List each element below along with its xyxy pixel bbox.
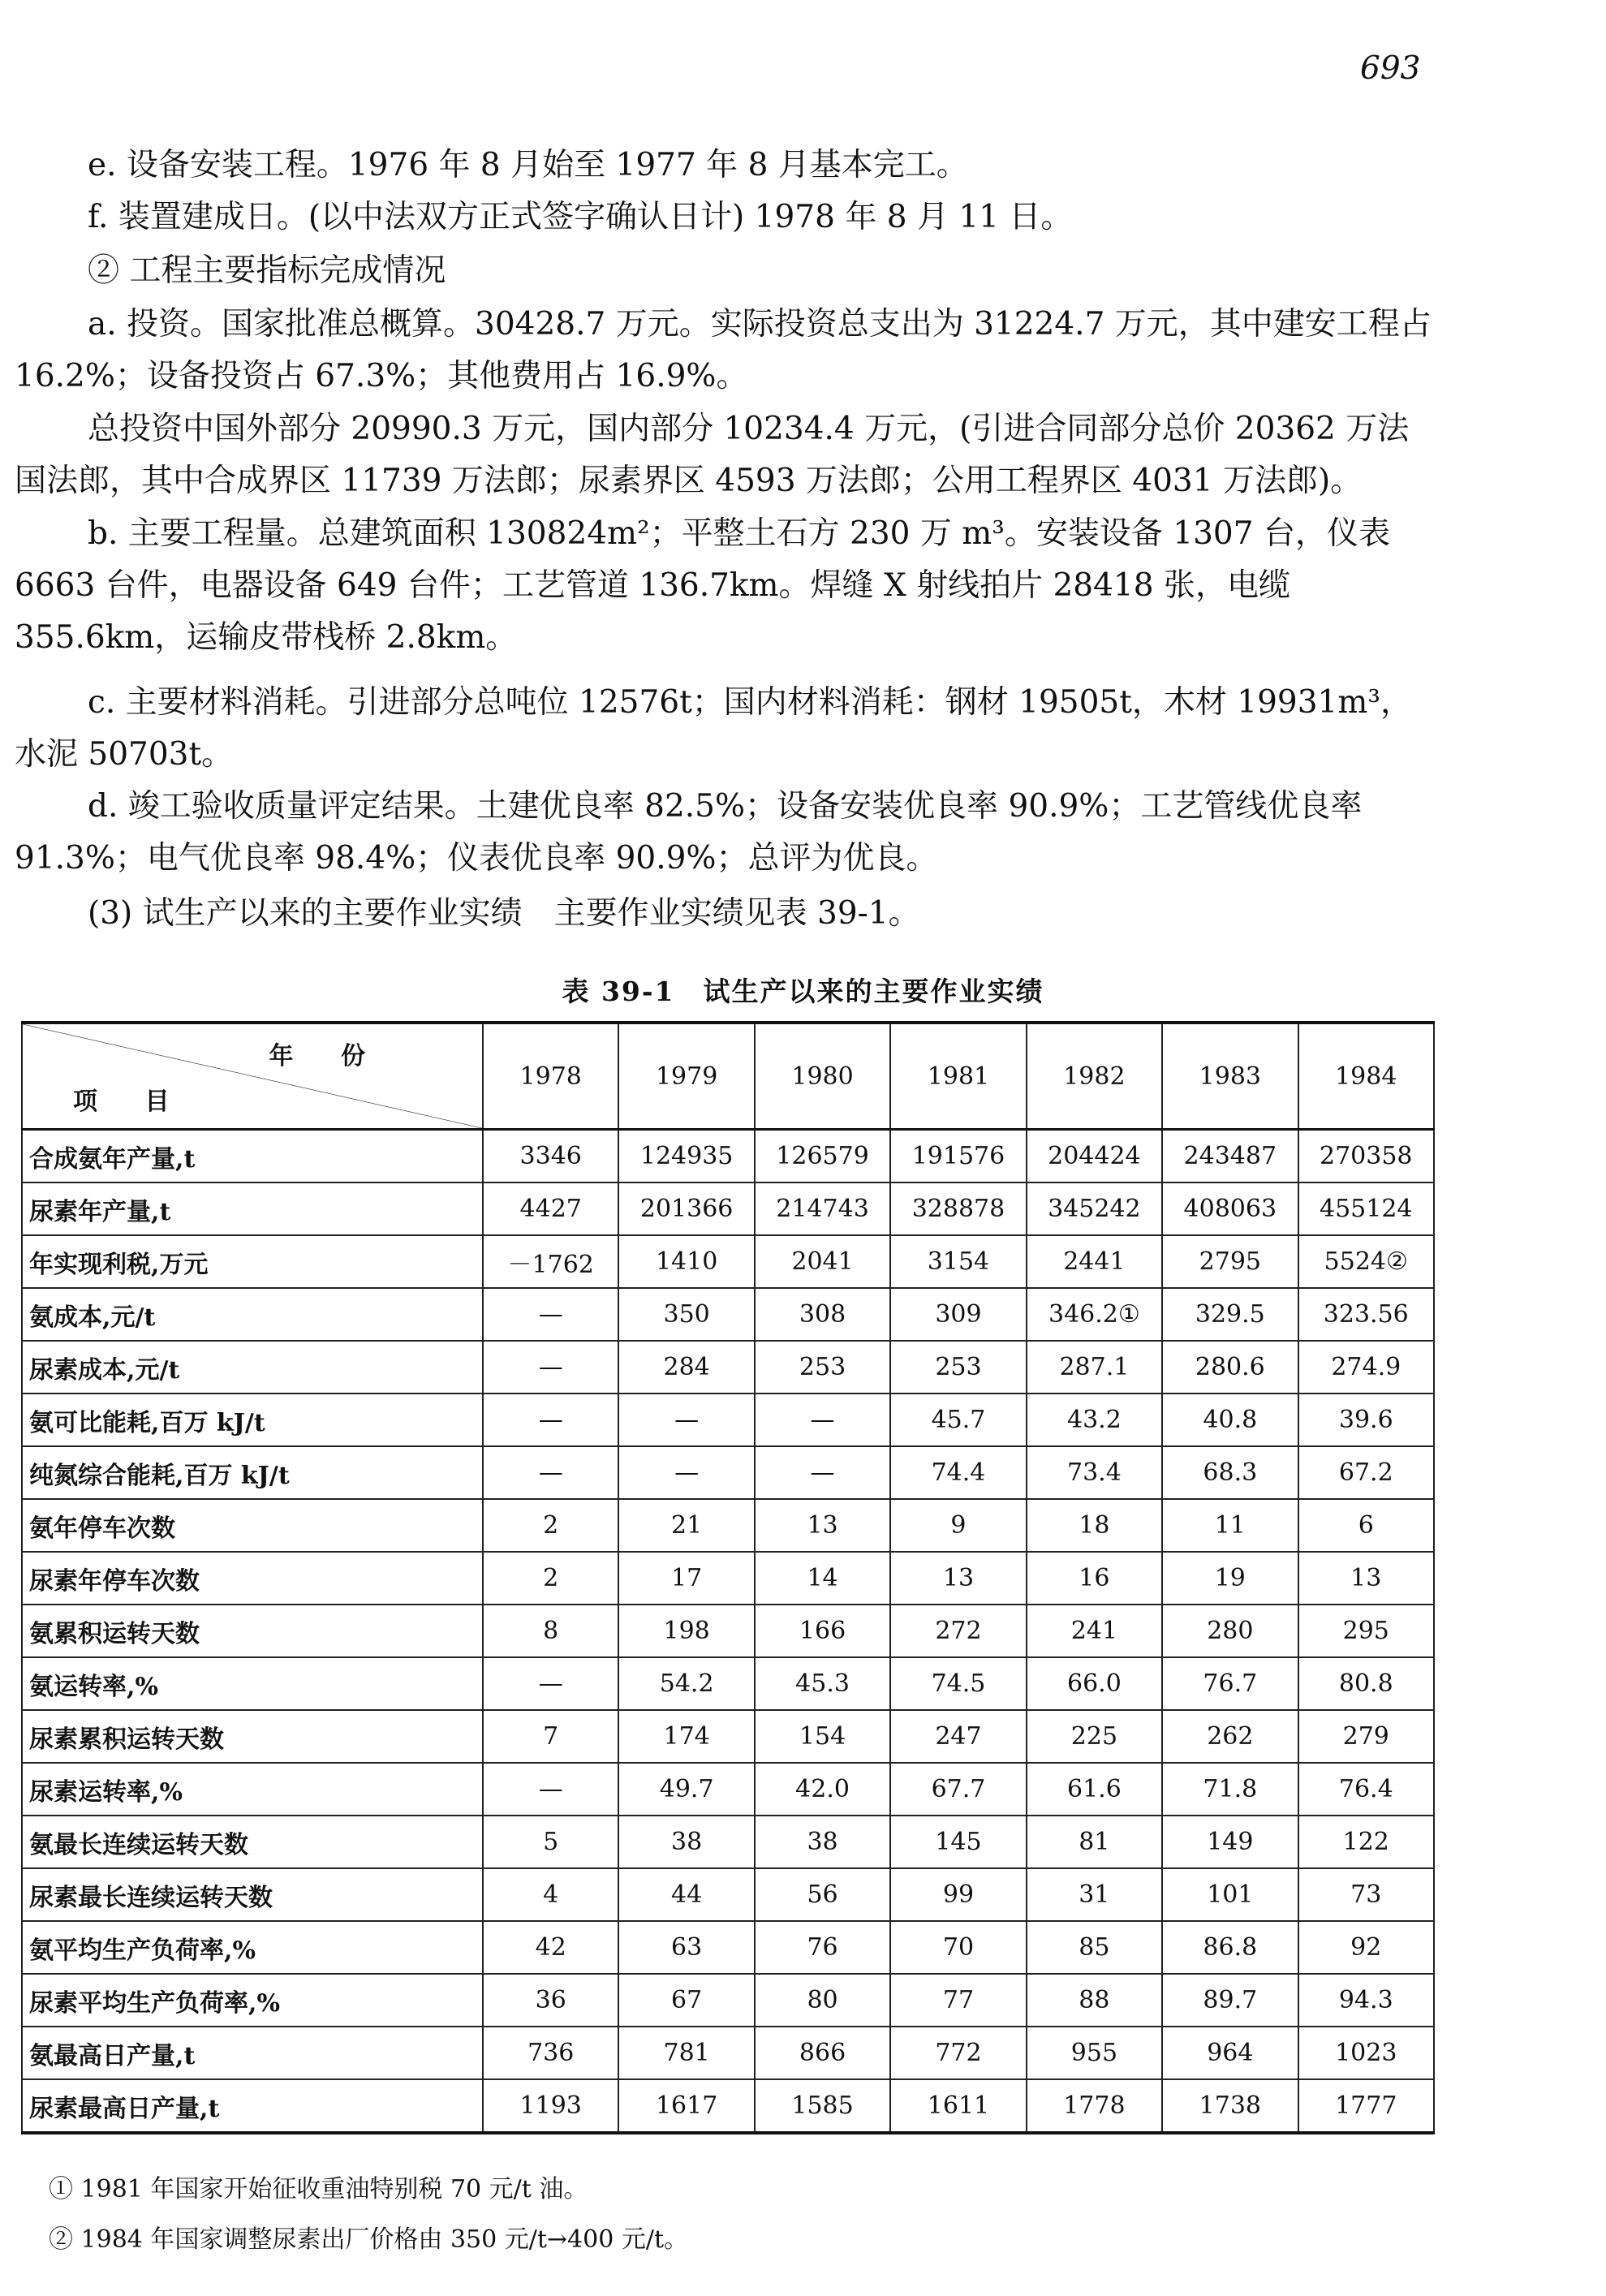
- row-item-label: 纯氮综合能耗,百万 kJ/t: [22, 1446, 483, 1499]
- table-row: [22, 2079, 1434, 2133]
- row-item-label: 氨累积运转天数: [22, 1605, 483, 1657]
- table-row: [22, 1499, 1434, 1552]
- table-cell: 44: [618, 1868, 754, 1921]
- table-row: [22, 1657, 1434, 1710]
- table-cell: 99: [890, 1868, 1026, 1921]
- table-row: [22, 1816, 1434, 1868]
- table-row: [22, 1868, 1434, 1921]
- table-cell: 5524②: [1298, 1235, 1434, 1288]
- paragraph-b: b. 主要工程量。总建筑面积 130824m²；平整土石方 230 万 m³。安装设备 1307 台，仪表 6663 台件，电器设备 649 台件；工艺管道 136.7km。焊缝 X 射线拍片 28418 张，电缆 355.6km，运输皮带栈桥 2.8km。: [15, 515, 1390, 656]
- table-cell: 38: [618, 1816, 754, 1868]
- row-item-label: 氨平均生产负荷率,%: [22, 1921, 483, 1974]
- table-cell: 73.4: [1027, 1446, 1162, 1499]
- table-cell: 13: [890, 1552, 1026, 1605]
- corner-header-cell: [22, 1023, 483, 1130]
- row-item-label: 尿素最长连续运转天数: [22, 1868, 483, 1921]
- table-cell: 309: [890, 1288, 1026, 1341]
- table-cell: 7: [483, 1710, 618, 1763]
- row-item-label: 年实现利税,万元: [22, 1235, 483, 1288]
- table-cell: 272: [890, 1605, 1026, 1657]
- table-cell: 76.7: [1162, 1657, 1298, 1710]
- table-cell: 345242: [1027, 1182, 1162, 1235]
- table-cell: 1611: [890, 2079, 1026, 2133]
- table-cell: 74.4: [890, 1446, 1026, 1499]
- row-item-label: 氨年停车次数: [22, 1499, 483, 1552]
- table-cell: 280: [1162, 1605, 1298, 1657]
- table-cell: 772: [890, 2027, 1026, 2079]
- table-cell: 1617: [618, 2079, 754, 2133]
- table-cell: —: [755, 1446, 890, 1499]
- table-cell: 85: [1027, 1921, 1162, 1974]
- paragraph-3: (3) 试生产以来的主要作业实绩 主要作业实绩见表 39-1。: [88, 895, 920, 932]
- table-cell: 166: [755, 1605, 890, 1657]
- table-cell: 2041: [755, 1235, 890, 1288]
- table-cell: 243487: [1162, 1130, 1298, 1183]
- table-cell: 201366: [618, 1182, 754, 1235]
- year-header: 1984: [1298, 1023, 1434, 1130]
- table-cell: 270358: [1298, 1130, 1434, 1183]
- table-cell: 19: [1162, 1552, 1298, 1605]
- table-cell: 214743: [755, 1182, 890, 1235]
- row-item-label: 尿素最高日产量,t: [22, 2079, 483, 2133]
- table-cell: 280.6: [1162, 1341, 1298, 1394]
- row-item-label: 氨运转率,%: [22, 1657, 483, 1710]
- section-heading: ② 工程主要指标完成情况: [88, 252, 446, 289]
- table-cell: 42: [483, 1921, 618, 1974]
- row-item-label: 合成氨年产量,t: [22, 1130, 483, 1183]
- table-cell: 56: [755, 1868, 890, 1921]
- table-cell: 88: [1027, 1974, 1162, 2027]
- results-table: [21, 1021, 1435, 2134]
- table-row: [22, 1394, 1434, 1446]
- table-cell: 408063: [1162, 1182, 1298, 1235]
- table-row: [22, 1763, 1434, 1816]
- year-header: 1978: [483, 1023, 618, 1130]
- table-cell: 14: [755, 1552, 890, 1605]
- table-cell: 2441: [1027, 1235, 1162, 1288]
- table-cell: 42.0: [755, 1763, 890, 1816]
- row-item-label: 氨最高日产量,t: [22, 2027, 483, 2079]
- table-row: [22, 1235, 1434, 1288]
- table-cell: 126579: [755, 1130, 890, 1183]
- table-cell: 736: [483, 2027, 618, 2079]
- table-cell: 68.3: [1162, 1446, 1298, 1499]
- row-item-label: 尿素年产量,t: [22, 1182, 483, 1235]
- table-cell: 70: [890, 1921, 1026, 1974]
- corner-year-label: 年 份: [269, 1042, 385, 1070]
- table-cell: 8: [483, 1605, 618, 1657]
- paragraph-d: d. 竣工验收质量评定结果。土建优良率 82.5%；设备安装优良率 90.9%；工艺管线优良率 91.3%；电气优良率 98.4%；仪表优良率 90.9%；总评为优良。: [15, 788, 1363, 877]
- table-cell: 74.5: [890, 1657, 1026, 1710]
- table-cell: 6: [1298, 1499, 1434, 1552]
- table-cell: 350: [618, 1288, 754, 1341]
- table-cell: 49.7: [618, 1763, 754, 1816]
- table-row: [22, 1341, 1434, 1394]
- table-cell: 9: [890, 1499, 1026, 1552]
- table-cell: 284: [618, 1341, 754, 1394]
- paragraph-investment: 总投资中国外部分 20990.3 万元，国内部分 10234.4 万元，(引进合同部分总价 20362 万法国法郎，其中合成界区 11739 万法郎；尿素界区 4593 万法郎；公用工程界区 4031 万法郎)。: [15, 411, 1410, 499]
- table-cell: —: [618, 1446, 754, 1499]
- table-cell: 5: [483, 1816, 618, 1868]
- table-cell: 253: [890, 1341, 1026, 1394]
- paragraph-f: f. 装置建成日。(以中法双方正式签字确认日计) 1978 年 8 月 11 日。: [88, 199, 1073, 235]
- table-row: [22, 1605, 1434, 1657]
- footnote-2: ② 1984 年国家调整尿素出厂价格由 350 元/t→400 元/t。: [49, 2225, 689, 2254]
- table-cell: 174: [618, 1710, 754, 1763]
- table-cell: 89.7: [1162, 1974, 1298, 2027]
- table-cell: 63: [618, 1921, 754, 1974]
- table-cell: —: [483, 1657, 618, 1710]
- table-cell: 2795: [1162, 1235, 1298, 1288]
- year-header: 1982: [1027, 1023, 1162, 1130]
- table-row: [22, 2027, 1434, 2079]
- table-cell: 94.3: [1298, 1974, 1434, 2027]
- table-cell: 329.5: [1162, 1288, 1298, 1341]
- year-header: 1980: [755, 1023, 890, 1130]
- table-cell: 67.2: [1298, 1446, 1434, 1499]
- table-cell: 4427: [483, 1182, 618, 1235]
- table-cell: 198: [618, 1605, 754, 1657]
- table-cell: 39.6: [1298, 1394, 1434, 1446]
- table-cell: 13: [755, 1499, 890, 1552]
- table-cell: 71.8: [1162, 1763, 1298, 1816]
- table-cell: 2: [483, 1552, 618, 1605]
- table-cell: 11: [1162, 1499, 1298, 1552]
- table-row: [22, 1974, 1434, 2027]
- row-item-label: 尿素年停车次数: [22, 1552, 483, 1605]
- table-cell: 45.7: [890, 1394, 1026, 1446]
- paragraph-c: c. 主要材料消耗。引进部分总吨位 12576t；国内材料消耗：钢材 19505t，木材 19931m³，水泥 50703t。: [15, 684, 1412, 773]
- table-cell: 18: [1027, 1499, 1162, 1552]
- year-header: 1979: [618, 1023, 754, 1130]
- table-cell: 80: [755, 1974, 890, 2027]
- table-cell: 279: [1298, 1710, 1434, 1763]
- table-cell: 323.56: [1298, 1288, 1434, 1341]
- table-cell: 1738: [1162, 2079, 1298, 2133]
- row-item-label: 尿素平均生产负荷率,%: [22, 1974, 483, 2027]
- table-cell: 43.2: [1027, 1394, 1162, 1446]
- table-cell: 80.8: [1298, 1657, 1434, 1710]
- footnote-1: ① 1981 年国家开始征收重油特别税 70 元/t 油。: [49, 2175, 588, 2203]
- table-row: [22, 1288, 1434, 1341]
- table-cell: 73: [1298, 1868, 1434, 1921]
- table-cell: 455124: [1298, 1182, 1434, 1235]
- table-cell: 3154: [890, 1235, 1026, 1288]
- row-item-label: 尿素成本,元/t: [22, 1341, 483, 1394]
- table-row: [22, 1446, 1434, 1499]
- table-cell: 38: [755, 1816, 890, 1868]
- table-cell: 81: [1027, 1816, 1162, 1868]
- table-cell: 287.1: [1027, 1341, 1162, 1394]
- table-cell: 1193: [483, 2079, 618, 2133]
- table-title: 表 39-1 试生产以来的主要作业实绩: [562, 976, 1044, 1007]
- table-cell: —: [483, 1341, 618, 1394]
- table-cell: —: [483, 1763, 618, 1816]
- table-cell: 45.3: [755, 1657, 890, 1710]
- table-cell: 781: [618, 2027, 754, 2079]
- table-cell: —: [755, 1394, 890, 1446]
- table-row: [22, 1921, 1434, 1974]
- table-row: [22, 1710, 1434, 1763]
- paragraph-a: a. 投资。国家批准总概算。30428.7 万元。实际投资总支出为 31224.7 万元，其中建安工程占 16.2%；设备投资占 67.3%；其他费用占 16.9%。: [15, 306, 1432, 394]
- table-cell: 3346: [483, 1130, 618, 1183]
- table-cell: 204424: [1027, 1130, 1162, 1183]
- table-cell: 67: [618, 1974, 754, 2027]
- table-cell: 253: [755, 1341, 890, 1394]
- table-cell: 191576: [890, 1130, 1026, 1183]
- table-cell: 225: [1027, 1710, 1162, 1763]
- paragraph-e: e. 设备安装工程。1976 年 8 月始至 1977 年 8 月基本完工。: [88, 147, 968, 183]
- table-cell: 2: [483, 1499, 618, 1552]
- table-cell: 76: [755, 1921, 890, 1974]
- year-header: 1983: [1162, 1023, 1298, 1130]
- table-cell: 92: [1298, 1921, 1434, 1974]
- table-cell: 17: [618, 1552, 754, 1605]
- table-cell: 101: [1162, 1868, 1298, 1921]
- table-cell: 21: [618, 1499, 754, 1552]
- table-cell: 86.8: [1162, 1921, 1298, 1974]
- corner-item-label: 项 目: [73, 1088, 189, 1116]
- table-cell: 1410: [618, 1235, 754, 1288]
- table-cell: 31: [1027, 1868, 1162, 1921]
- table-cell: 262: [1162, 1710, 1298, 1763]
- table-cell: 54.2: [618, 1657, 754, 1710]
- table-header-row: [22, 1023, 1434, 1130]
- table-cell: —: [483, 1394, 618, 1446]
- table-cell: 308: [755, 1288, 890, 1341]
- table-cell: 67.7: [890, 1763, 1026, 1816]
- table-cell: 866: [755, 2027, 890, 2079]
- table-cell: 955: [1027, 2027, 1162, 2079]
- table-cell: 124935: [618, 1130, 754, 1183]
- table-cell: 36: [483, 1974, 618, 2027]
- table-cell: —: [483, 1446, 618, 1499]
- table-cell: 964: [1162, 2027, 1298, 2079]
- table-cell: 274.9: [1298, 1341, 1434, 1394]
- row-item-label: 尿素累积运转天数: [22, 1710, 483, 1763]
- table-cell: 154: [755, 1710, 890, 1763]
- table-row: [22, 1130, 1434, 1183]
- table-cell: 1778: [1027, 2079, 1162, 2133]
- table-row: [22, 1552, 1434, 1605]
- table-cell: 328878: [890, 1182, 1026, 1235]
- table-cell: 122: [1298, 1816, 1434, 1868]
- table-cell: －1762: [483, 1235, 618, 1288]
- table-cell: 1585: [755, 2079, 890, 2133]
- year-header: 1981: [890, 1023, 1026, 1130]
- row-item-label: 氨成本,元/t: [22, 1288, 483, 1341]
- table-cell: —: [618, 1394, 754, 1446]
- table-cell: 295: [1298, 1605, 1434, 1657]
- table-cell: 4: [483, 1868, 618, 1921]
- row-item-label: 氨最长连续运转天数: [22, 1816, 483, 1868]
- table-cell: 13: [1298, 1552, 1434, 1605]
- table-cell: 247: [890, 1710, 1026, 1763]
- row-item-label: 氨可比能耗,百万 kJ/t: [22, 1394, 483, 1446]
- table-cell: 145: [890, 1816, 1026, 1868]
- table-cell: 66.0: [1027, 1657, 1162, 1710]
- table-cell: 149: [1162, 1816, 1298, 1868]
- table-cell: 1023: [1298, 2027, 1434, 2079]
- table-cell: 346.2①: [1027, 1288, 1162, 1341]
- table-cell: 61.6: [1027, 1763, 1162, 1816]
- table-cell: 16: [1027, 1552, 1162, 1605]
- table-cell: 40.8: [1162, 1394, 1298, 1446]
- table-cell: 241: [1027, 1605, 1162, 1657]
- page-number: 693: [1360, 50, 1421, 87]
- table-cell: 77: [890, 1974, 1026, 2027]
- row-item-label: 尿素运转率,%: [22, 1763, 483, 1816]
- table-cell: —: [483, 1288, 618, 1341]
- table-cell: 1777: [1298, 2079, 1434, 2133]
- table-cell: 76.4: [1298, 1763, 1434, 1816]
- table-row: [22, 1182, 1434, 1235]
